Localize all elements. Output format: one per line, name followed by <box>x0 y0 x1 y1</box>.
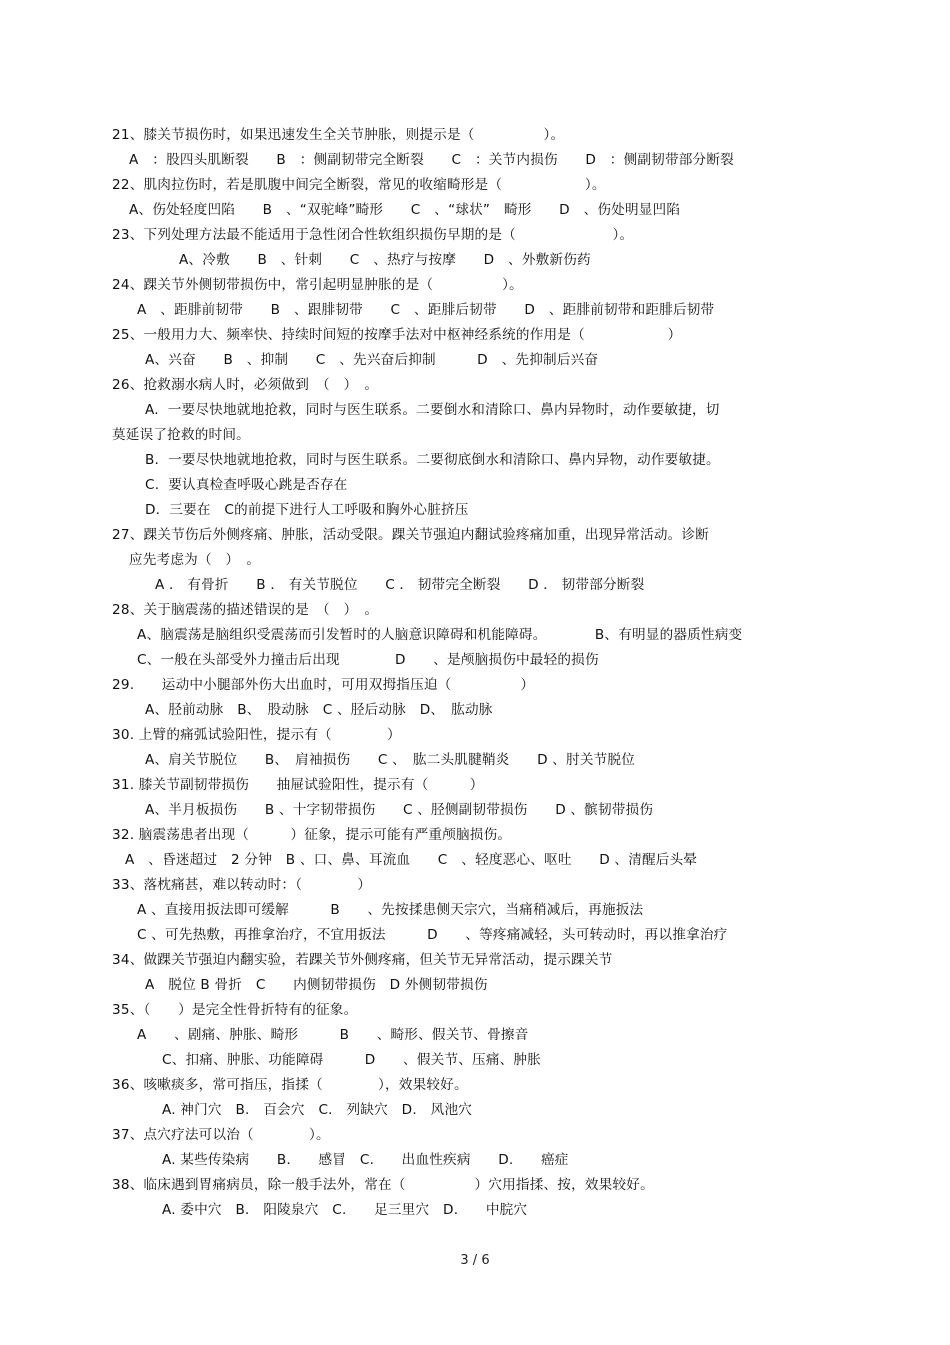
options-22: A、伤处轻度凹陷 B 、“双驼峰”畸形 C 、“球状” 畸形 D 、伤处明显凹陷 <box>129 202 681 218</box>
option-26-d: D. 三要在 C的前提下进行人工呼吸和胸外心脏挤压 <box>145 502 469 518</box>
options-23: A、冷敷 B 、针刺 C 、热疗与按摩 D 、外敷新伤药 <box>179 252 591 268</box>
question-27: 27、踝关节伤后外侧疼痛、肿胀，活动受限。踝关节强迫内翻试验疼痛加重，出现异常活动。诊断 <box>112 527 710 543</box>
options-34: A 脱位 B 骨折 C 内侧韧带损伤 D 外侧韧带损伤 <box>145 977 488 993</box>
options-28-ab: A、脑震荡是脑组织受震荡而引发暂时的人脑意识障碍和机能障碍。 B、有明显的器质性病变 <box>137 627 743 643</box>
question-32: 32. 脑震荡患者出现（ ）征象，提示可能有严重颅脑损伤。 <box>112 827 512 843</box>
question-21: 21、膝关节损伤时，如果迅速发生全关节肿胀，则提示是（ ）。 <box>112 127 565 143</box>
question-34: 34、做踝关节强迫内翻实验，若踝关节外侧疼痛，但关节无异常活动，提示踝关节 <box>112 952 613 968</box>
question-33: 33、落枕痛甚，难以转动时：（ ） <box>112 877 372 893</box>
question-29: 29. 运动中小腿部外伤大出血时，可用双拇指压迫（ ） <box>112 677 535 693</box>
options-29: A、胫前动脉 B、 股动脉 C 、胫后动脉 D、 肱动脉 <box>145 702 493 718</box>
question-36: 36、咳嗽痰多，常可指压，指揉（ ），效果较好。 <box>112 1077 468 1093</box>
options-21: A ：股四头肌断裂 B ：侧副韧带完全断裂 C ：关节内损伤 D ：侧副韧带部分断裂 <box>129 152 734 168</box>
question-35: 35、（ ）是完全性骨折特有的征象。 <box>112 1002 358 1018</box>
options-27: A ． 有骨折 B ． 有关节脱位 C ． 韧带完全断裂 D ． 韧带部分断裂 <box>155 577 645 593</box>
options-38: A. 委中穴 B. 阳陵泉穴 C. 足三里穴 D. 中脘穴 <box>162 1202 528 1218</box>
question-37: 37、点穴疗法可以治（ ）。 <box>112 1127 330 1143</box>
question-30: 30. 上臂的痛弧试验阳性，提示有（ ） <box>112 727 401 743</box>
option-26-b: B. 一要尽快地就地抢救，同时与医生联系。二要彻底倒水和清除口、鼻内异物，动作要敏捷。 <box>145 452 720 468</box>
options-35-cd: C、扣痛、肿胀、功能障碍 D 、假关节、压痛、肿胀 <box>162 1052 541 1068</box>
question-25: 25、一般用力大、频率快、持续时间短的按摩手法对中枢神经系统的作用是（ ） <box>112 327 682 343</box>
options-25: A、兴奋 B 、抑制 C 、先兴奋后抑制 D 、先抑制后兴奋 <box>145 352 599 368</box>
options-24: A 、距腓前韧带 B 、跟腓韧带 C 、距腓后韧带 D 、距腓前韧带和距腓后韧带 <box>137 302 715 318</box>
options-33-ab: A 、直接用扳法即可缓解 B 、先按揉患侧天宗穴，当痛稍减后，再施扳法 <box>137 902 644 918</box>
question-23: 23、下列处理方法最不能适用于急性闭合性软组织损伤早期的是（ ）。 <box>112 227 634 243</box>
question-27-cont: 应先考虑为（ ） 。 <box>129 552 261 568</box>
options-32: A 、昏迷超过 2 分钟 B 、口、鼻、耳流血 C 、轻度恶心、呕吐 D 、清醒后头晕 <box>125 852 698 868</box>
option-26-a: A. 一要尽快地就地抢救，同时与医生联系。二要倒水和清除口、鼻内异物时，动作要敏捷，切 <box>145 402 720 418</box>
option-26-a-cont: 莫延误了抢救的时间。 <box>112 427 250 443</box>
options-33-cd: C 、可先热敷，再推拿治疗，不宜用扳法 D 、等疼痛减轻，头可转动时，再以推拿治疗 <box>137 927 728 943</box>
options-37: A. 某些传染病 B. 感冒 C. 出血性疾病 D. 癌症 <box>162 1152 569 1168</box>
options-35-ab: A 、剧痛、肿胀、畸形 B 、畸形、假关节、骨擦音 <box>137 1027 529 1043</box>
options-28-cd: C、一般在头部受外力撞击后出现 D 、是颅脑损伤中最轻的损伤 <box>137 652 599 668</box>
question-38: 38、临床遇到胃痛病员，除一般手法外，常在（ ）穴用指揉、按，效果较好。 <box>112 1177 654 1193</box>
options-36: A. 神门穴 B. 百会穴 C. 列缺穴 D. 风池穴 <box>162 1102 473 1118</box>
question-22: 22、肌肉拉伤时，若是肌腹中间完全断裂，常见的收缩畸形是（ ）。 <box>112 177 606 193</box>
options-31: A、半月板损伤 B 、十字韧带损伤 C 、胫侧副韧带损伤 D 、髌韧带损伤 <box>145 802 654 818</box>
question-31: 31. 膝关节副韧带损伤 抽屉试验阳性，提示有（ ） <box>112 777 484 793</box>
question-24: 24、踝关节外侧韧带损伤中，常引起明显肿胀的是（ ）。 <box>112 277 523 293</box>
option-26-c: C. 要认真检查呼吸心跳是否存在 <box>145 477 348 493</box>
page-number: 3 / 6 <box>460 1253 490 1268</box>
question-28: 28、关于脑震荡的描述错误的是 （ ） 。 <box>112 602 379 618</box>
options-30: A、肩关节脱位 B、 肩袖损伤 C 、 肱二头肌腱鞘炎 D 、肘关节脱位 <box>145 752 636 768</box>
question-26: 26、抢救溺水病人时，必须做到 （ ） 。 <box>112 377 379 393</box>
